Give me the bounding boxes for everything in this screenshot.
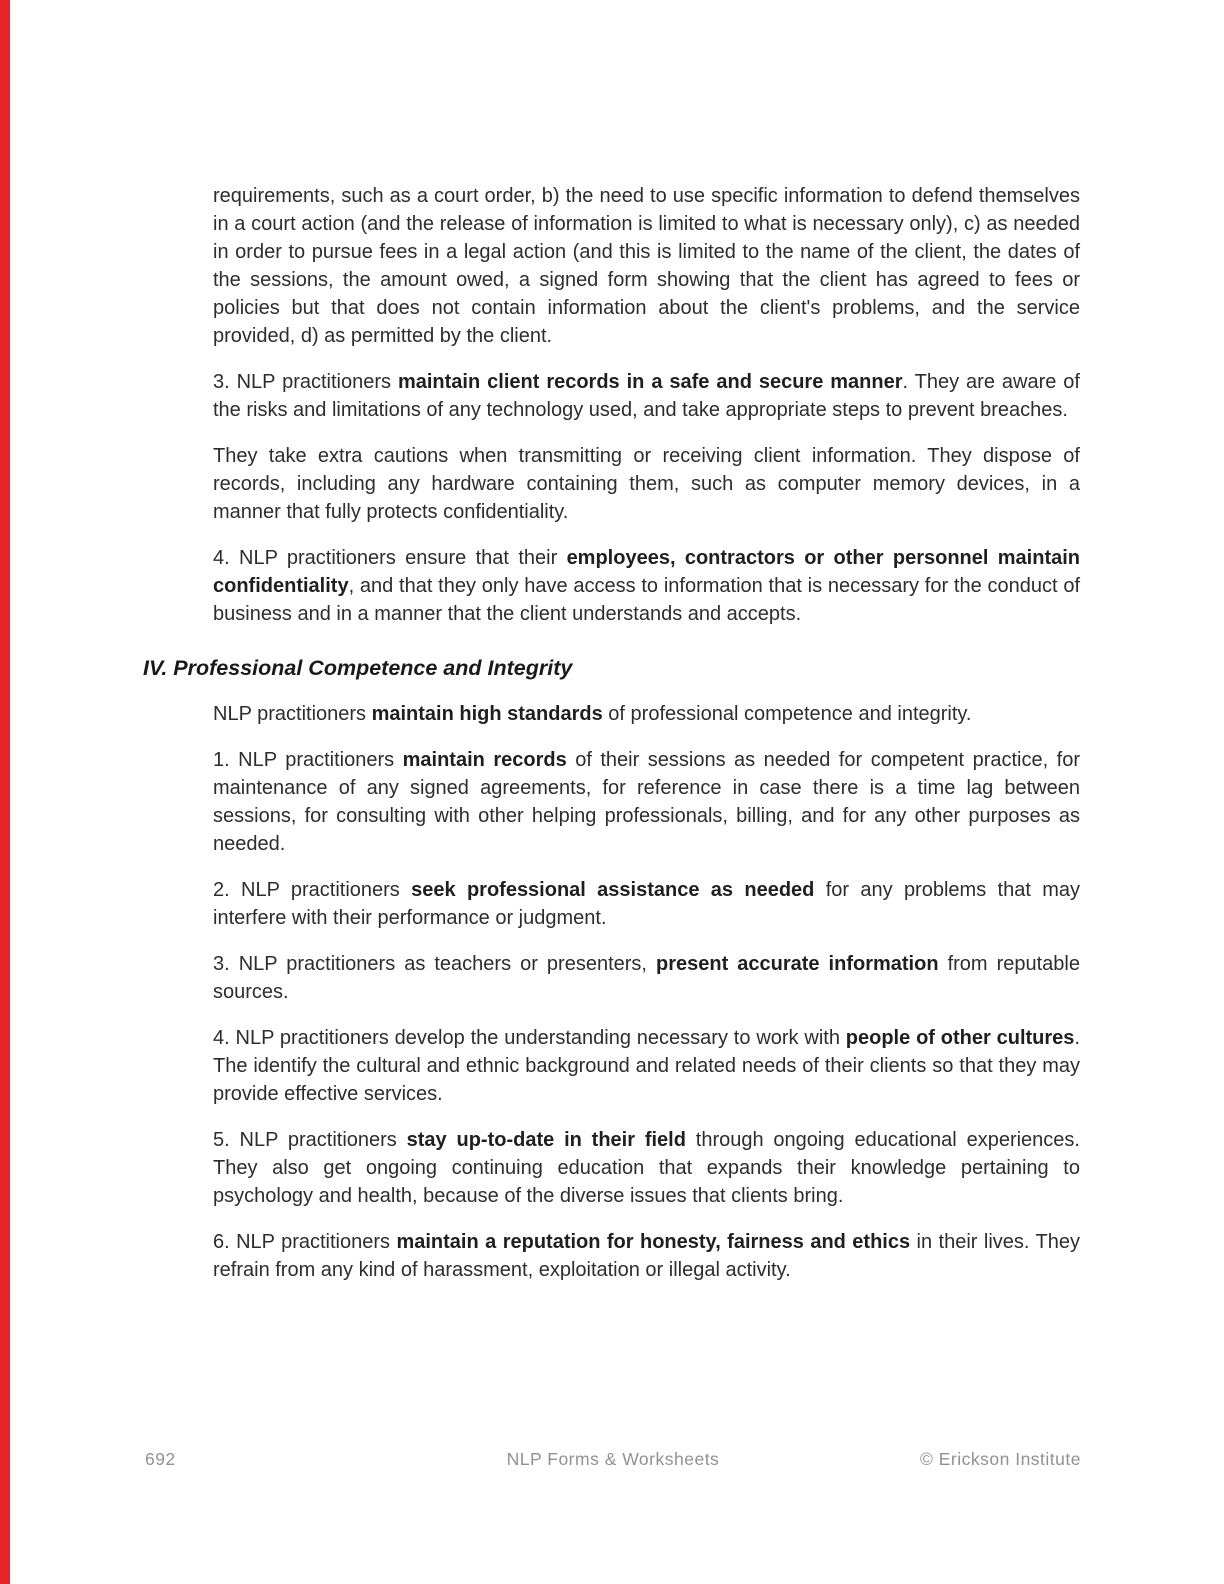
body-paragraph: 2. NLP practitioners seek professional assistance as needed for any problems that may interfere with their performance or judgment. <box>213 879 1080 929</box>
footer-copyright: © Erickson Institute <box>919 1449 1081 1469</box>
body-paragraph: 5. NLP practitioners stay up-to-date in their field through ongoing educational experiences. They also get ongoing continuing education that expands their knowledge pertaining to psychology and health, because of the diverse issues that clients bring. <box>213 1129 1080 1207</box>
body-paragraph: requirements, such as a court order, b) the need to use specific information to defend themselves in a court action (and the release of information is limited to what is necessary only), c) as needed in order to pursue fees in a legal action (and this is limited to the name of the client, the dates of the sessions, the amount owed, a signed form showing that the client has agreed to fees or policies but that does not contain information about the client's problems, and the service provided, d) as permitted by the client. <box>213 185 1080 347</box>
body-paragraph: 1. NLP practitioners maintain records of their sessions as needed for competent practice, for maintenance of any signed agreements, for reference in case there is a time lag between sessions, for consulting with other helping professionals, billing, and for any other purposes as needed. <box>213 749 1080 855</box>
page-number: 692 <box>145 1449 176 1469</box>
body-paragraph: 4. NLP practitioners develop the understanding necessary to work with people of other cultures. The identify the cultural and ethnic background and related needs of their clients so that they may provide effective services. <box>213 1027 1080 1105</box>
document-body <box>143 182 1080 1302</box>
page-edge-accent-bar <box>0 0 10 1584</box>
page-footer <box>145 1449 1081 1470</box>
body-paragraph: 3. NLP practitioners as teachers or presenters, present accurate information from reputable sources. <box>213 953 1080 1003</box>
body-paragraph: 3. NLP practitioners maintain client records in a safe and secure manner. They are aware of the risks and limitations of any technology used, and take appropriate steps to prevent breaches. <box>213 371 1080 421</box>
section-heading: IV. Professional Competence and Integrity <box>143 656 573 680</box>
body-paragraph: 6. NLP practitioners maintain a reputation for honesty, fairness and ethics in their lives. They refrain from any kind of harassment, exploitation or illegal activity. <box>213 1231 1080 1281</box>
body-paragraph: NLP practitioners maintain high standards of professional competence and integrity. <box>213 703 972 725</box>
body-paragraph: 4. NLP practitioners ensure that their employees, contractors or other personnel maintain confidentiality, and that they only have access to information that is necessary for the conduct of business and in a manner that the client understands and accepts. <box>213 547 1080 625</box>
body-paragraph: They take extra cautions when transmitting or receiving client information. They dispose of records, including any hardware containing them, such as computer memory devices, in a manner that fully protects confidentiality. <box>213 445 1080 523</box>
footer-book-title: NLP Forms & Worksheets <box>506 1449 720 1469</box>
